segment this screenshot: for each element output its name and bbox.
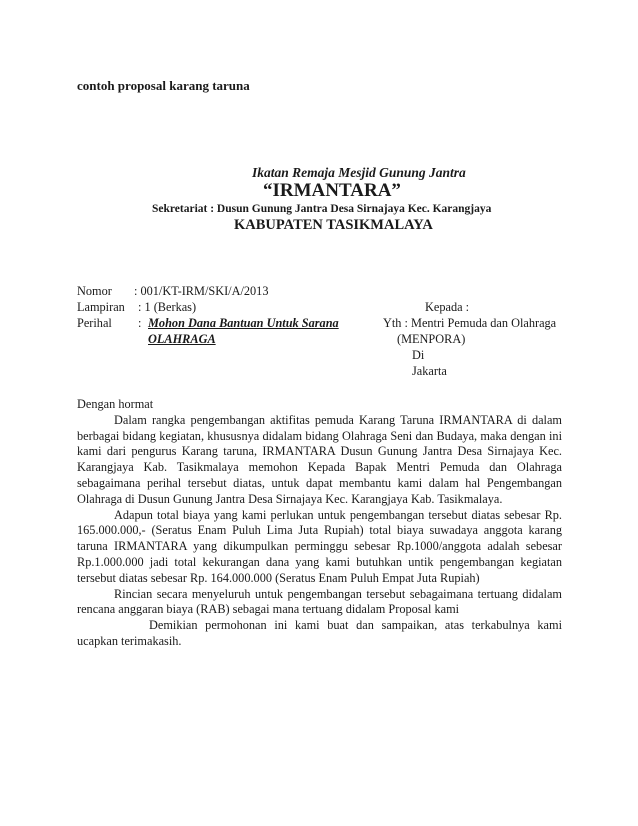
recipient-title: Yth : Mentri Pemuda dan Olahraga — [383, 316, 557, 330]
perihal-label: Perihal — [77, 316, 112, 330]
closing-paragraph: Demikian permohonan ini kami buat dan sampaikan, atas terkabulnya kami ucapkan terimakasih. — [77, 618, 562, 648]
org-name: Ikatan Remaja Mesjid Gunung Jantra — [252, 165, 466, 180]
kepada-label: Kepada : — [425, 300, 470, 314]
nomor-value: : 001/KT-IRM/SKI/A/2013 — [134, 284, 269, 298]
org-short-name: “IRMANTARA” — [263, 180, 401, 201]
nomor-label: Nomor — [77, 284, 112, 298]
perihal-colon: : — [138, 316, 142, 330]
paragraph-2: Adapun total biaya yang kami perlukan untuk pengembangan tersebut diatas sebesar Rp. 165.000.000,- (Seratus Enam Puluh Lima Juta Rupiah) total biaya suwadaya anggota karang taruna IRMANTARA yang dikumpulkan perminggu sebesar Rp.1000/anggota adalah sebesar Rp.1.000.000 jadi total kekurangan dana yang kami butuhkan untik pengembangan kegiatan tersebut diatas sebesar Rp. 164.000.000 (Seratus Enam Puluh Empat Juta Rupiah) — [77, 507, 562, 585]
perihal-continuation: OLAHRAGA — [148, 332, 216, 346]
recipient-org: (MENPORA) — [397, 332, 466, 346]
paragraph-1: Dalam rangka pengembangan aktifitas pemuda Karang Taruna IRMANTARA di dalam berbagai bidang kegiatan, khususnya didalam bidang Olahraga Seni dan Budaya, maka dengan ini kami dari pengurus Karang taruna, IRMANTARA Dusun Gunung Jantra Desa Sirnajaya Kec. Karangjaya Kab. Tasikmalaya memohon Kepada Bapak Mentri Pemuda dan Olahraga sebagaimana perihal tersebut diatas, untuk dapat membantu kami dalam hal Pengembangan Olahraga di Dusun Gunung Jantra Desa Sirnajaya Kec. Karangjaya Kab. Tasikmalaya. — [77, 412, 562, 506]
document-title: contoh proposal karang taruna — [77, 78, 250, 93]
letter-body — [77, 397, 562, 650]
lampiran-label: Lampiran — [77, 300, 125, 314]
lampiran-value: : 1 (Berkas) — [138, 300, 197, 314]
paragraph-3: Rincian secara menyeluruh untuk pengembangan tersebut sebagaimana tertuang didalam rencana anggaran biaya (RAB) sebagai mana tertuang didalam Proposal kami — [77, 586, 562, 617]
recipient-city: Jakarta — [412, 364, 447, 378]
salutation: Dengan hormat — [77, 397, 154, 411]
recipient-di: Di — [412, 348, 425, 362]
secretariat-address: Sekretariat : Dusun Gunung Jantra Desa Sirnajaya Kec. Karangjaya — [152, 203, 492, 215]
perihal-value: Mohon Dana Bantuan Untuk Sarana — [148, 316, 339, 330]
regency-name: KABUPATEN TASIKMALAYA — [234, 217, 433, 233]
